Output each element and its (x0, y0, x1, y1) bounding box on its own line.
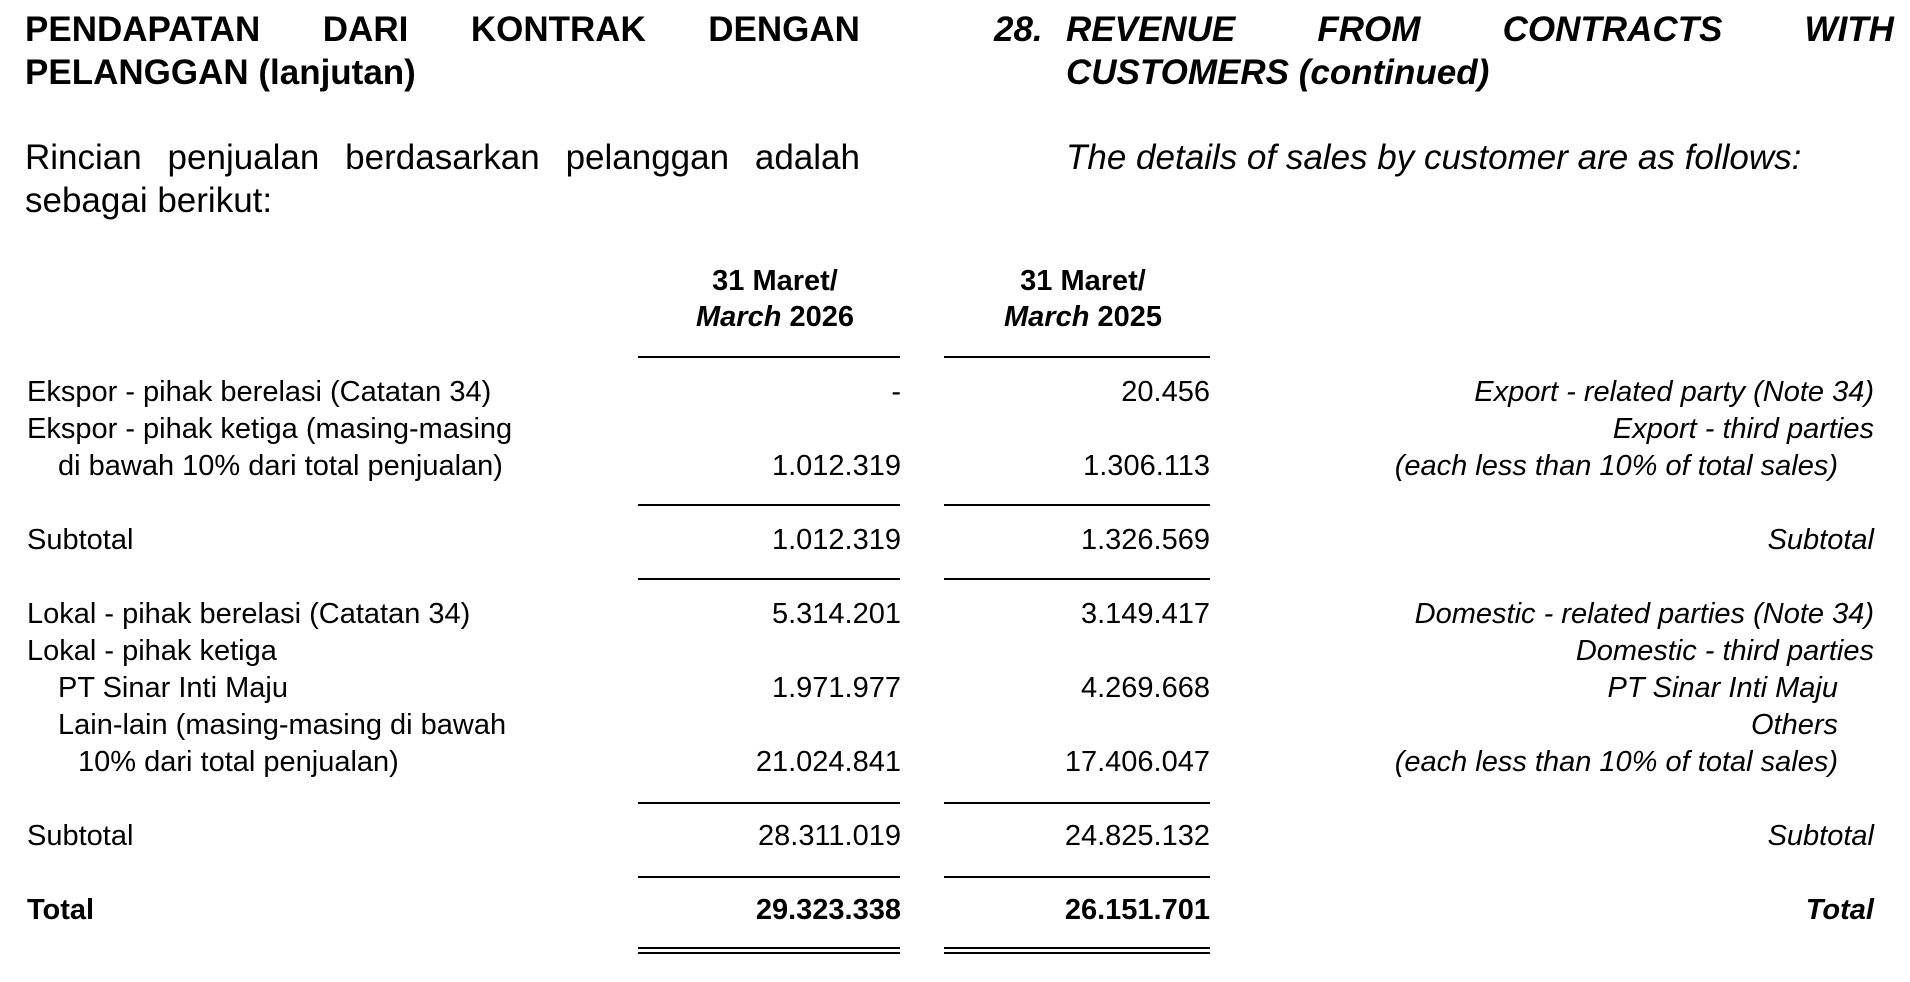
heading-word: DENGAN (708, 10, 860, 49)
intro-word: berdasarkan (345, 138, 540, 177)
row-label-english: Export - third parties (1612, 413, 1874, 445)
heading-right-line1 (1066, 8, 1894, 51)
subtotal-rule (638, 578, 900, 580)
heading-word: WITH (1804, 10, 1894, 49)
row-label-english: Domestic - third parties (1575, 635, 1874, 667)
row-value-2025: 3.149.417 (1080, 598, 1210, 630)
row-label-english: (each less than 10% of total sales) (1394, 746, 1838, 778)
row-label: Subtotal (27, 820, 134, 852)
row-label-english: Subtotal (1767, 524, 1874, 556)
row-label-english: (each less than 10% of total sales) (1394, 450, 1838, 482)
heading-left-line2: PELANGGAN (lanjutan) (25, 53, 416, 92)
row-label: Lain-lain (masing-masing di bawah (58, 709, 507, 741)
row-label-english: Domestic - related parties (Note 34) (1414, 598, 1874, 630)
total-value-2025: 26.151.701 (1064, 894, 1210, 926)
subtotal-rule (944, 504, 1210, 506)
intro-word: penjualan (167, 138, 320, 177)
column-header-line2: March 2025 (1004, 301, 1162, 333)
intro-english: The details of sales by customer are as follows: (1066, 138, 1802, 177)
row-value-2025: 1.306.113 (1083, 450, 1210, 482)
row-value-2026: 1.012.319 (771, 450, 901, 482)
row-value-2026: - (891, 376, 901, 408)
row-value-2026: 1.012.319 (771, 524, 901, 556)
total-label-english: Total (1805, 894, 1874, 926)
row-label-english: Subtotal (1767, 820, 1874, 852)
row-value-2025: 20.456 (1121, 376, 1210, 408)
row-label-english: Export - related party (Note 34) (1474, 376, 1874, 408)
row-value-2026: 21.024.841 (755, 746, 901, 778)
subtotal-rule (944, 802, 1210, 804)
total-rule (944, 876, 1210, 878)
column-header-line1: 31 Maret/ (1020, 265, 1146, 297)
row-value-2026: 5.314.201 (771, 598, 901, 630)
row-label: di bawah 10% dari total penjualan) (58, 450, 503, 482)
heading-word: CONTRACTS (1502, 10, 1723, 49)
header-rule (944, 356, 1210, 358)
row-label: Lokal - pihak ketiga (27, 635, 277, 667)
heading-right-line2: CUSTOMERS (continued) (1066, 53, 1490, 92)
row-label: Subtotal (27, 524, 134, 556)
heading-word: REVENUE (1066, 10, 1236, 49)
row-value-2026: 1.971.977 (771, 672, 901, 704)
total-double-rule (638, 947, 900, 949)
column-header-2026 (645, 263, 905, 335)
row-value-2026: 28.311.019 (758, 820, 901, 852)
row-label-english: Others (1750, 709, 1838, 741)
subtotal-rule (944, 578, 1210, 580)
intro-left-line1 (25, 136, 860, 179)
total-rule (638, 876, 900, 878)
heading-word: KONTRAK (470, 10, 646, 49)
row-value-2025: 4.269.668 (1080, 672, 1210, 704)
total-label: Total (27, 894, 95, 926)
total-double-rule (944, 947, 1210, 949)
heading-left-line1 (25, 8, 860, 51)
column-header-line1: 31 Maret/ (712, 265, 838, 297)
row-label: Ekspor - pihak ketiga (masing-masing (27, 413, 513, 445)
row-label-english: PT Sinar Inti Maju (1607, 672, 1838, 704)
intro-word: pelanggan (565, 138, 730, 177)
heading-number-right: 28. (994, 10, 1043, 49)
total-value-2026: 29.323.338 (755, 894, 901, 926)
heading-word: PENDAPATAN (25, 10, 261, 49)
column-header-line2: March 2026 (696, 301, 854, 333)
subtotal-rule (638, 802, 900, 804)
intro-left-line2: sebagai berikut: (25, 181, 273, 220)
row-label: Ekspor - pihak berelasi (Catatan 34) (27, 376, 492, 408)
row-label: Lokal - pihak berelasi (Catatan 34) (27, 598, 471, 630)
header-rule (638, 356, 900, 358)
intro-word: adalah (754, 138, 860, 177)
intro-word: Rincian (25, 138, 142, 177)
heading-word: DARI (322, 10, 409, 49)
row-label: 10% dari total penjualan) (78, 746, 399, 778)
row-label: PT Sinar Inti Maju (58, 672, 288, 704)
row-value-2025: 24.825.132 (1064, 820, 1210, 852)
row-value-2025: 1.326.569 (1080, 524, 1210, 556)
subtotal-rule (638, 504, 900, 506)
row-value-2025: 17.406.047 (1064, 746, 1210, 778)
column-header-2025 (953, 263, 1213, 335)
heading-word: FROM (1317, 10, 1421, 49)
